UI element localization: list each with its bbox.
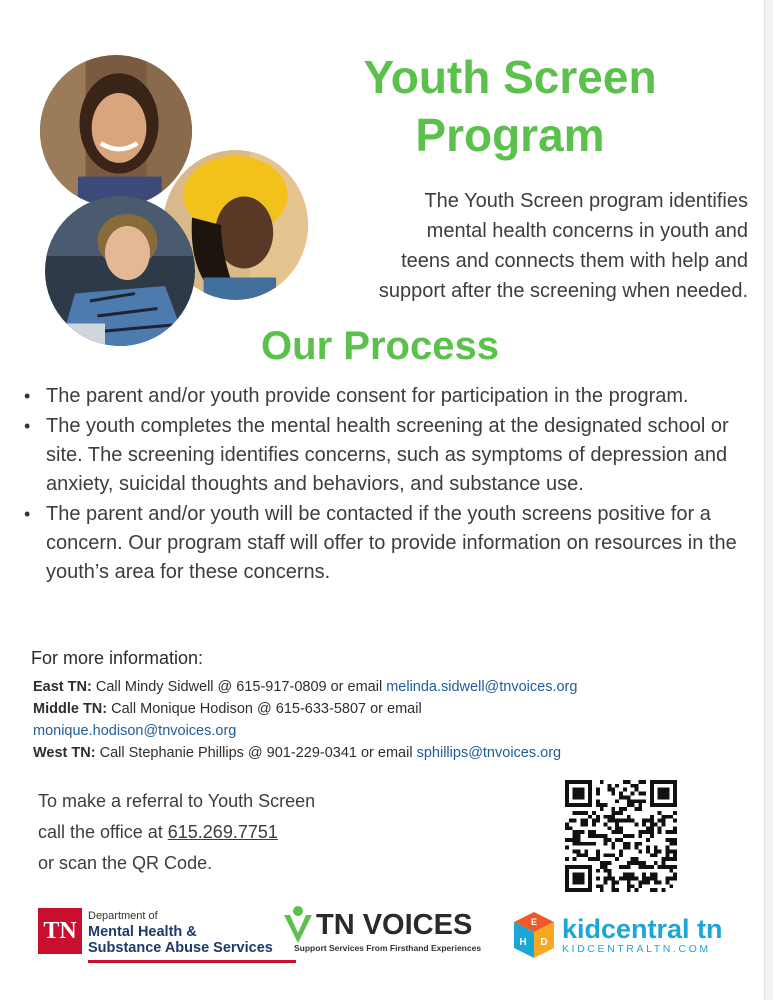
tn-mental-health-logo [38,908,273,956]
region-label: Middle TN: [33,701,108,717]
intro-line-3: teens and connects them with help and [401,250,748,272]
process-list [24,382,759,588]
intro-line-1: The Youth Screen program identifies [424,190,748,212]
girl-photo [40,55,192,207]
contact-text: Call Stephanie Phillips @ 901-229-0341 or email [99,745,413,761]
kidcentral-name: kidcentral tn [562,914,723,944]
svg-text:D: D [540,937,548,948]
contact-text: Call Mindy Sidwell @ 615-917-0809 or email [95,679,383,695]
contact-list [33,676,733,764]
tn-voices-tagline: Support Services From Firsthand Experiences [294,943,482,953]
qr-code[interactable] [565,780,677,892]
email-link-west[interactable]: sphillips@tnvoices.org [416,745,562,761]
list-item: • The parent and/or youth will be contacted if the youth screens positive for a concern. Our program staff will offer to provide information on resources in the youth’s area for these concerns. [24,500,759,587]
tn-voices-logo [282,905,482,953]
tn-dept-line-2: Substance Abuse Services [88,940,273,956]
tn-dept-line-1: Mental Health & [88,924,197,940]
list-item: • The parent and/or youth provide consent for participation in the program. [24,382,759,411]
page-edge [764,0,773,1000]
referral-line-3: or scan the QR Code. [38,853,213,873]
title-line-1: Youth Screen [363,51,657,103]
referral-line-2 [38,817,315,848]
region-label: East TN: [33,679,92,695]
svg-text:H: H [519,937,527,948]
referral-prefix: call the office at [38,822,163,842]
kidcentral-logo [510,910,723,960]
region-label: West TN: [33,745,96,761]
contact-text: Call Monique Hodison @ 615-633-5807 or email [111,701,422,717]
title-line-2: Program [415,109,605,161]
kidcentral-url: KIDCENTRALTN.COM [562,943,711,955]
tn-underline [88,960,296,963]
intro-line-2: mental health concerns in youth and [426,220,748,242]
tn-voices-name: TN VOICES [316,908,473,941]
tn-voices-v-icon [282,905,314,945]
contact-west [33,742,733,764]
list-item: • The youth completes the mental health screening at the designated school or site. The screening identifies concerns, such as symptoms of depression and anxiety, suicidal thoughts and behaviors, and substance use. [24,412,759,499]
process-heading: Our Process [261,324,499,368]
email-link-east[interactable]: melinda.sidwell@tnvoices.org [386,679,578,695]
intro-paragraph [296,186,748,306]
email-link-middle[interactable]: monique.hodison@tnvoices.org [33,723,237,739]
phone-link[interactable]: 615.269.7751 [167,822,278,842]
tn-dept-label: Department of [88,910,158,922]
contact-middle-email-row [33,720,733,742]
intro-line-4: support after the screening when needed. [378,280,748,302]
boy-photo [45,196,195,346]
kidcentral-cube-icon [510,910,558,960]
contact-east [33,676,733,698]
svg-text:E: E [530,917,538,927]
referral-text [38,786,315,879]
tn-state-icon: TN [38,908,82,954]
info-heading: For more information: [31,648,204,668]
referral-line-1: To make a referral to Youth Screen [38,791,316,811]
contact-middle [33,698,733,720]
page-title [330,48,690,164]
